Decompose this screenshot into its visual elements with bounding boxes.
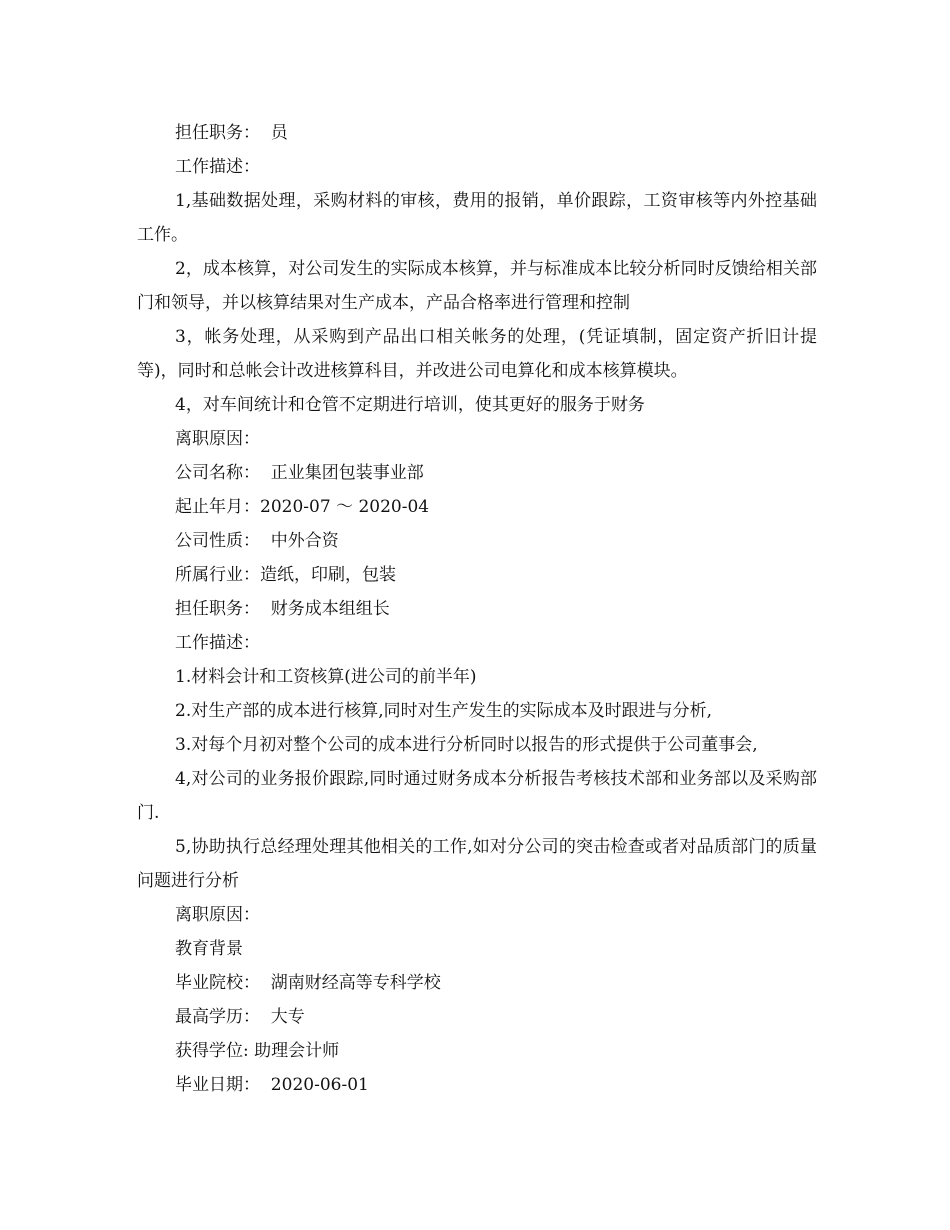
job-description-heading: 工作描述：: [175, 633, 260, 653]
company-type-line: 公司性质： 中外合资: [175, 531, 339, 551]
degree-obtained-line: 获得学位: 助理会计师: [175, 1041, 340, 1061]
leave-reason-line: 离职原因：: [175, 905, 260, 925]
job-duty-paragraph: 2，成本核算，对公司发生的实际成本核算，并与标准成本比较分析同时反馈给相关部门和领导，并以核算结果对生产成本，产品合格率进行管理和控制: [137, 259, 817, 313]
employment-period-line: 起止年月：2020-07 ～ 2020-04: [175, 497, 430, 517]
job-duty-paragraph: 1.材料会计和工资核算(进公司的前半年): [175, 667, 477, 687]
job-duty-paragraph: 3，帐务处理，从采购到产品出口相关帐务的处理，(凭证填制，固定资产折旧计提等)，同时和总帐会计改进核算科目，并改进公司电算化和成本核算模块。: [137, 327, 817, 381]
leave-reason-line: 离职原因：: [175, 429, 260, 449]
industry-line: 所属行业：造纸，印刷，包装: [175, 565, 396, 585]
highest-degree-line: 最高学历： 大专: [175, 1007, 305, 1027]
company-name-line: 公司名称： 正业集团包装事业部: [175, 463, 424, 483]
job-duty-paragraph: 3.对每个月初对整个公司的成本进行分析同时以报告的形式提供于公司董事会,: [175, 735, 758, 755]
job-duty-paragraph: 4,对公司的业务报价跟踪,同时通过财务成本分析报告考核技术部和业务部以及采购部门.: [137, 769, 817, 823]
job-description-heading: 工作描述：: [175, 157, 260, 177]
position-line: 担任职务： 员: [175, 123, 288, 143]
job-duty-paragraph: 2.对生产部的成本进行核算,同时对生产发生的实际成本及时跟进与分析,: [175, 701, 713, 721]
job-duty-paragraph: 4，对车间统计和仓管不定期进行培训，使其更好的服务于财务: [175, 395, 645, 415]
school-line: 毕业院校： 湖南财经高等专科学校: [175, 973, 441, 993]
job-duty-paragraph: 1,基础数据处理，采购材料的审核，费用的报销，单价跟踪，工资审核等内外控基础工作。: [137, 191, 817, 245]
graduation-date-line: 毕业日期： 2020-06-01: [175, 1075, 369, 1095]
job-duty-paragraph: 5,协助执行总经理处理其他相关的工作,如对分公司的突击检查或者对品质部门的质量问题进行分析: [137, 837, 817, 891]
position-line: 担任职务： 财务成本组组长: [175, 599, 390, 619]
education-heading: 教育背景: [175, 939, 243, 959]
document-body: [137, 116, 817, 1102]
